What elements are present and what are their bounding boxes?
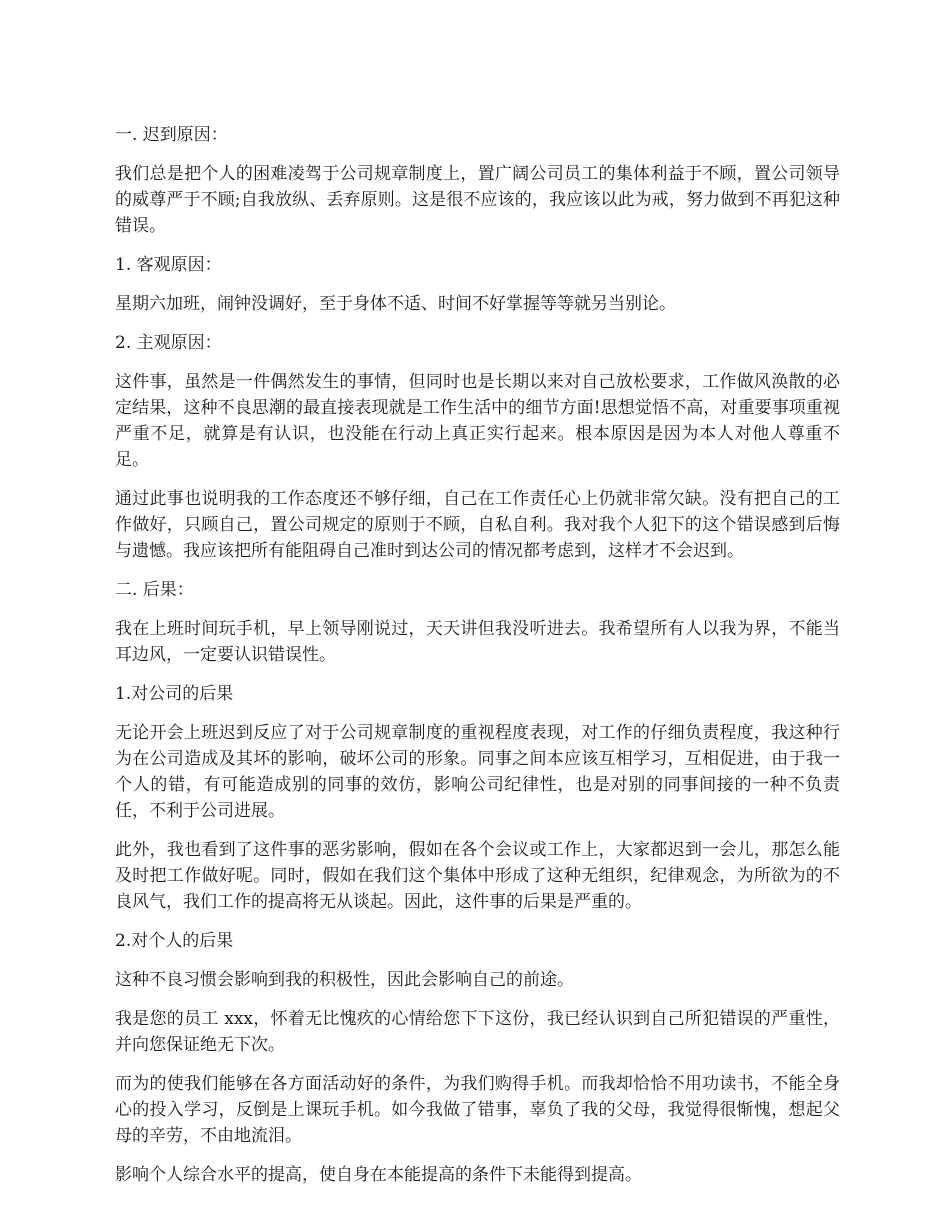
paragraph: 星期六加班，闹钟没调好，至于身体不适、时间不好掌握等等就另当别论。	[115, 294, 676, 314]
paragraph: 这件事，虽然是一件偶然发生的事情，但同时也是长期以来对自己放松要求，工作做风涣散的必定结果，这种不良思潮的最直接表现就是工作生活中的细节方面!思想觉悟不高，对重要事项重视严重不足，就算是有认识，也没能在行动上真正实行起来。根本原因是因为本人对他人尊重不足。	[115, 372, 840, 470]
paragraph: 我是您的员工 xxx，怀着无比愧疚的心情给您下下这份，我已经认识到自己所犯错误的严重性，并向您保证绝无下次。	[115, 1009, 840, 1055]
paragraph: 这种不良习惯会影响到我的积极性，因此会影响自己的前途。	[115, 970, 574, 990]
heading-consequences: 二. 后果：	[115, 580, 194, 600]
document-body	[115, 122, 840, 1201]
paragraph: 通过此事也说明我的工作态度还不够仔细，自己在工作责任心上仍就非常欠缺。没有把自己的工作做好，只顾自己，置公司规定的原则于不顾，自私自利。我对我个人犯下的这个错误感到后悔与遗憾。我应该把所有能阻碍自己准时到达公司的情况都考虑到，这样才不会迟到。	[115, 489, 840, 561]
subheading-personal-consequences: 2.对个人的后果	[115, 931, 234, 951]
paragraph: 影响个人综合水平的提高，使自身在本能提高的条件下未能得到提高。	[115, 1165, 642, 1185]
subheading-subjective-reasons: 2. 主观原因：	[115, 333, 222, 353]
heading-lateness-reasons: 一. 迟到原因：	[115, 125, 228, 145]
paragraph: 而为的使我们能够在各方面活动好的条件，为我们购得手机。而我却恰恰不用功读书，不能全身心的投入学习，反倒是上课玩手机。如今我做了错事，辜负了我的父母，我觉得很惭愧，想起父母的辛劳，不由地流泪。	[115, 1074, 840, 1146]
subheading-objective-reasons: 1. 客观原因：	[115, 255, 222, 275]
paragraph: 我们总是把个人的困难凌驾于公司规章制度上，置广阔公司员工的集体利益于不顾，置公司领导的威尊严于不顾;自我放纵、丢弃原则。这是很不应该的，我应该以此为戒，努力做到不再犯这种错误。	[115, 164, 840, 236]
subheading-company-consequences: 1.对公司的后果	[115, 684, 234, 704]
paragraph: 此外，我也看到了这件事的恶劣影响，假如在各个会议或工作上，大家都迟到一会儿，那怎么能及时把工作做好呢。同时，假如在我们这个集体中形成了这种无组织，纪律观念，为所欲为的不良风气，我们工作的提高将无从谈起。因此，这件事的后果是严重的。	[115, 840, 840, 912]
paragraph: 我在上班时间玩手机，早上领导刚说过，天天讲但我没听进去。我希望所有人以我为界，不能当耳边风，一定要认识错误性。	[115, 619, 840, 665]
paragraph: 无论开会上班迟到反应了对于公司规章制度的重视程度表现，对工作的仔细负责程度，我这种行为在公司造成及其坏的影响，破坏公司的形象。同事之间本应该互相学习，互相促进，由于我一个人的错，有可能造成别的同事的效仿，影响公司纪律性，也是对别的同事间接的一种不负责任，不利于公司进展。	[115, 723, 840, 821]
